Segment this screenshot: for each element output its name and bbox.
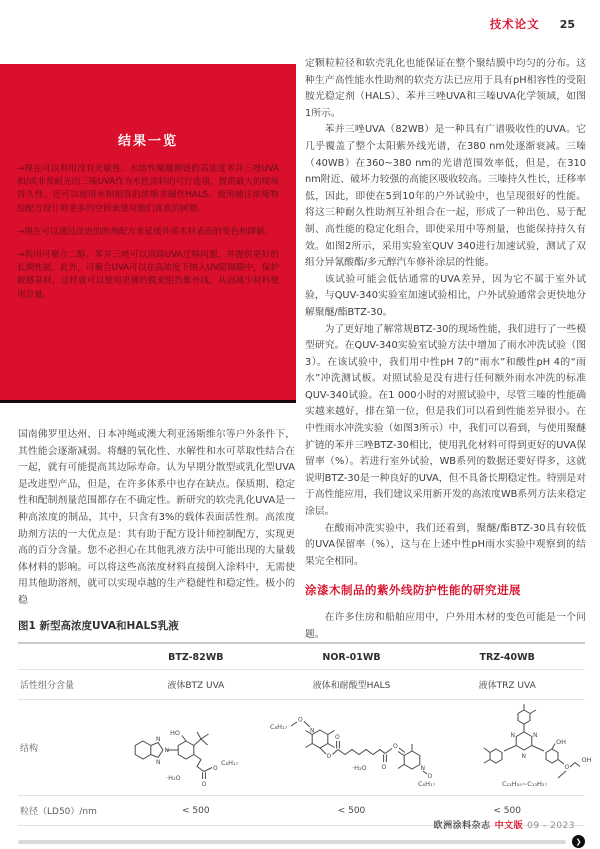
cell-value: < 500 [493,805,521,816]
svg-text:O: O [326,752,332,760]
table-row-active-content [18,670,585,700]
results-bullet-3: →利用可聚合二醇、苯并三唑可以消除UVA迁移问题，并提供更好的长期性能。此外，可聚合UVA可以在高浓度下纳入UV阻隔膜中，保护敏感基材，这样就可以使用更薄的膜来阻挡紫外线，从而减少材料使用总量。 [17,250,279,300]
structure-cell-btz [118,704,268,792]
svg-text:N: N [510,731,515,739]
table-pager [18,835,585,848]
svg-text:N: N [533,731,538,739]
svg-text:N: N [310,727,315,734]
svg-text:N: N [521,752,526,760]
body-paragraph: 定颗粒粒径和软壳乳化也能保证在整个聚结膜中均匀的分布。这种生产高性能水性助剂的软壳方法已应用于具有pH相容性的受阻胺光稳定剂（HALS）、苯并三唑UVA和三嗪UVA化学领域，如图1所示。 [305,58,586,119]
figure-1-table [18,618,592,848]
svg-text:C₁₂H₂₅~C₁₃H₂₇: C₁₂H₂₅~C₁₃H₂₇ [502,779,548,788]
svg-text:HO: HO [170,728,181,737]
section-label: 技术论文 [489,17,540,31]
issue-label: 09 - 2023 [527,821,575,831]
next-page-button[interactable] [572,835,585,848]
column-header-btz: BTZ-82WB [168,652,224,663]
svg-text:·H₂O: ·H₂O [166,773,181,782]
cell-value: 液体BTZ UVA [167,681,225,691]
svg-text:O: O [393,742,398,750]
svg-text:OH: OH [581,755,592,764]
right-column [305,56,586,644]
cell-value: 液体TRZ UVA [478,681,536,691]
column-header-nor: NOR-01WB [322,652,381,663]
table-header-row [18,642,585,670]
svg-text:O: O [213,764,218,772]
svg-text:N: N [164,746,169,754]
section-heading: 涂漆木制品的紫外线防护性能的研究进展 [305,583,521,598]
structure-cell-trz [444,702,594,794]
results-summary-box [0,64,296,403]
chevron-right-icon: ❯ [575,837,582,846]
results-bullet-1: →现在可以利用没有光敏性、水溶性聚醚侧链的高浓度苯并三唑UVA和/或非常耐光的三嗪UVA作为水性涂料的可行选项，提供最大的现场持久性。还可以使用水相相容的浓缩非碱性HALS。使用辅注浓缩物给配方设计师更多的空间来使用他们喜欢的树脂。 [17,164,279,214]
body-paragraph: 在酸雨冲洗实验中，我们还看到，聚醚/酯BTZ-30具有较低的UVA保留率（%），这与在上述中性pH雨水实验中观察到的结果完全相同。 [305,522,586,567]
svg-text:O: O [201,780,207,788]
row-label: 粒径（LD50）/nm [20,807,97,817]
results-box-title: 结果一览 [117,134,178,149]
svg-text:OH: OH [556,737,567,746]
cell-value: < 500 [182,805,210,816]
svg-text:C₈H₁₇: C₈H₁₇ [418,779,436,788]
body-paragraph: 在许多住房和船舶应用中，户外用木材的变色可能是一个问题。 [305,612,586,640]
cell-value: < 500 [337,805,366,816]
left-column [18,427,295,610]
structure-cell-nor [268,708,444,788]
cell-value: 液体和耐酸型HALS [312,681,391,691]
row-label: 结构 [20,744,39,754]
svg-text:C₈H₁₇: C₈H₁₇ [270,722,288,731]
page-number: 25 [559,18,575,31]
row-label: 活性组分含量 [20,681,75,691]
triazine-structure-diagram [444,702,594,794]
edition-label: 中文版 [494,821,524,831]
svg-text:N: N [420,764,425,772]
nor-hals-structure-diagram [268,708,444,788]
svg-text:O: O [427,772,433,780]
svg-text:N: N [156,735,161,743]
svg-text:O: O [298,716,303,723]
left-column-paragraph: 国南佛罗里达州、日本冲绳或澳大利亚汤斯维尔等户外条件下，其性能会逐渐减弱。将醚的氧化性、水解性和水可萃取性结合在一起，就有可能提高其边际寿命。认为早期分散型或乳化型UVA是改进型产品，但是，在许多体系中也存在缺点。保质期、稳定性和配制剂量范围都存在不确定性。新研究的软壳乳化UVA是一种高浓度的制品，其中，只含有3%的载体表面活性剂。高浓度助剂方法的一大优点是：其有助于配方设计师控制配方，实现更高的百分含量。您不必担心在其他乳液方法中可能出现的大量载体材料的影响。可以将这些高浓度材料直接倒入涂料中，无需使用其他助溶剂，就可以实现卓越的生产稳健性和稳定性。极小的稳 [18,429,295,606]
svg-text:C₈H₁₇: C₈H₁₇ [221,758,239,767]
scroll-track [18,840,566,844]
body-paragraph: 该试验可能会低估通常的UVA差异，因为它不属于室外试验，与QUV-340实验室加速试验相比，户外试验通常会更快地分解聚醚/酯BTZ-30。 [305,273,586,318]
benzotriazole-structure-diagram [118,704,268,792]
page-footer [434,818,575,831]
svg-text:O: O [335,733,340,741]
page-header [490,16,575,32]
svg-text:O: O [564,763,570,771]
body-paragraph: 为了更好地了解常规BTZ-30的现场性能，我们进行了一些模型研究。在QUV-340实验室试验方法中增加了雨水冲洗试验（图3）。在该试验中，我们用中性pH 7的“雨水”和酸性pH 4的“雨水”冲洗测试板。对照试验是没有进行任何额外雨水冲洗的标准QUV-340试验。在1 000小时的对照试验中，尽管三嗪的性能确实越来越好，排在第一位，但是我们可以看到性能差异很小。在中性雨水冲洗实验（如图3所示）中，我们可以看到，与使用聚醚扩链的苯并三唑BTZ-30相比，使用乳化材料可得到更好的UVA保留率（%）。若进行室外试验，WB系列的数据还要好得多，这就说明BTZ-30是一种良好的UVA，但不具备长期稳定性。特别是对于高性能应用，我们建议采用新开发的高浓度WB系列方法来稳定涂层。 [305,323,586,518]
svg-text:N: N [156,758,161,766]
results-bullet-2: →现在可以通过改进的助剂配方来延缓外部木材表面的变色和降解。 [17,226,274,237]
journal-name: 欧洲涂料杂志 [433,821,491,831]
svg-text:O: O [381,763,387,771]
body-paragraph: 苯并三唑UVA（82WB）是一种具有广谱吸收性的UVA。它几乎覆盖了整个太阳紫外线光谱，在380 nm处逐渐衰减。三嗪（40WB）在360~380 nm的光谱范围效率低，但是，在310 nm附近、破坏力较强的高能区吸收较高。三嗪持久性长，迁移率低，因此，即使在5到10年的户外试验中，也呈现很好的性能。将这三种耐久性助剂互补组合在一起，形成了一种出色、易于配制、高性能的稳定化组合，即使采用中等剂量，也能保持持久有效。如图2所示，采用实验室QUV 340进行加速试验，测试了双组分异氰酸酯/多元醇汽车修补涂层的性能。 [305,124,586,269]
figure-caption: 图1 新型高浓度UVA和HALS乳液 [18,620,179,632]
column-header-trz: TRZ-40WB [479,652,535,663]
svg-text:·H₂O: ·H₂O [352,763,367,772]
table-row-structure [18,700,592,796]
